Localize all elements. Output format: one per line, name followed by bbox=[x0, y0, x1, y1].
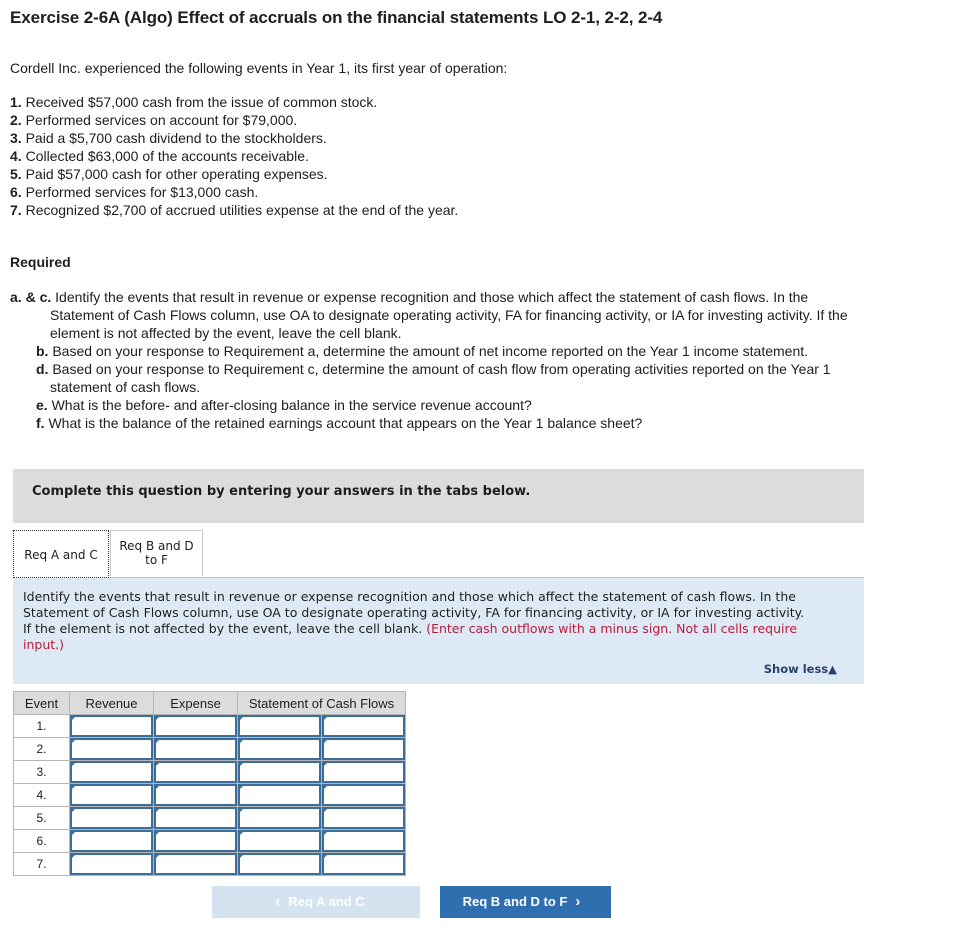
cash-flow-amount-input[interactable] bbox=[238, 738, 321, 760]
column-header-expense: Expense bbox=[154, 692, 238, 715]
event-number: 5. bbox=[14, 807, 70, 830]
instruction-panel bbox=[13, 577, 864, 684]
cash-flow-amount-input[interactable] bbox=[238, 784, 321, 806]
chevron-right-icon: › bbox=[575, 893, 581, 910]
instruction-banner bbox=[13, 469, 864, 523]
requirement-b: b. Based on your response to Requirement a, determine the amount of net income reported on the Year 1 income statement. bbox=[36, 343, 809, 359]
list-item: 3. Paid a $5,700 cash dividend to the stockholders. bbox=[10, 130, 327, 146]
column-header-event: Event bbox=[14, 692, 70, 715]
expense-input[interactable] bbox=[154, 807, 237, 829]
event-number: 7. bbox=[14, 853, 70, 876]
tab-req-b-and-d-to-f[interactable] bbox=[110, 530, 203, 576]
tab-label: Req A and C bbox=[24, 548, 98, 562]
list-item: 4. Collected $63,000 of the accounts receivable. bbox=[10, 148, 309, 164]
list-item: 6. Performed services for $13,000 cash. bbox=[10, 184, 259, 200]
panel-note: (Enter cash outflows with a minus sign. Not all cells require bbox=[426, 621, 798, 636]
list-item: 7. Recognized $2,700 of accrued utilities expense at the end of the year. bbox=[10, 202, 459, 218]
revenue-input[interactable] bbox=[70, 784, 153, 806]
table-row bbox=[14, 738, 406, 761]
revenue-input[interactable] bbox=[70, 830, 153, 852]
event-number: 6. bbox=[14, 830, 70, 853]
show-less-toggle[interactable]: Show less▲ bbox=[763, 662, 837, 676]
cash-flow-activity-input[interactable] bbox=[322, 784, 405, 806]
tab-req-a-and-c[interactable] bbox=[13, 530, 109, 578]
cash-flow-activity-input[interactable] bbox=[322, 761, 405, 783]
banner-text: Complete this question by entering your answers in the tabs below. bbox=[32, 484, 531, 499]
cash-flow-amount-input[interactable] bbox=[238, 807, 321, 829]
panel-note-end: input.) bbox=[23, 637, 65, 652]
expense-input[interactable] bbox=[154, 738, 237, 760]
requirement-ac-line3: element is not affected by the event, leave the cell blank. bbox=[50, 325, 402, 341]
expense-input[interactable] bbox=[154, 715, 237, 737]
cash-flow-activity-input[interactable] bbox=[322, 738, 405, 760]
next-tab-button[interactable] bbox=[440, 886, 611, 918]
prev-tab-button[interactable] bbox=[212, 886, 420, 918]
event-number: 3. bbox=[14, 761, 70, 784]
requirement-ac-line2: Statement of Cash Flows column, use OA to designate operating activity, FA for financing activity, or IA for investing activity. If the bbox=[50, 307, 848, 323]
answer-table bbox=[13, 691, 406, 876]
cash-flow-activity-input[interactable] bbox=[322, 715, 405, 737]
cash-flow-activity-input[interactable] bbox=[322, 830, 405, 852]
revenue-input[interactable] bbox=[70, 738, 153, 760]
table-row bbox=[14, 830, 406, 853]
prev-tab-label: Req A and C bbox=[288, 894, 365, 909]
requirement-d-line2: statement of cash flows. bbox=[50, 379, 201, 395]
requirement-d: d. Based on your response to Requirement c, determine the amount of cash flow from operating activities reported on the Year 1 bbox=[36, 361, 831, 377]
table-row bbox=[14, 807, 406, 830]
cash-flow-amount-input[interactable] bbox=[238, 830, 321, 852]
tab-label-line2: to F bbox=[145, 553, 168, 567]
next-tab-label: Req B and D to F bbox=[462, 894, 568, 909]
cash-flow-activity-input[interactable] bbox=[322, 853, 405, 875]
requirement-e: e. What is the before- and after-closing balance in the service revenue account? bbox=[36, 397, 532, 413]
list-item: 1. Received $57,000 cash from the issue of common stock. bbox=[10, 94, 378, 110]
tab-label-line1: Req B and D bbox=[119, 539, 194, 553]
event-number: 2. bbox=[14, 738, 70, 761]
expense-input[interactable] bbox=[154, 784, 237, 806]
list-item: 2. Performed services on account for $79,000. bbox=[10, 112, 298, 128]
event-number: 4. bbox=[14, 784, 70, 807]
panel-text: Identify the events that result in revenue or expense recognition and those which affect the statement of cash flows. In the Statement of Cash Flows column, use OA to designate operating activity, FA for financing activity, or IA for investing activity. If the element is not affected by the event, leave the cell blank. (Enter cash outflows with a minus sign. Not all cells require input.) bbox=[23, 589, 805, 652]
revenue-input[interactable] bbox=[70, 761, 153, 783]
cash-flow-activity-input[interactable] bbox=[322, 807, 405, 829]
table-row bbox=[14, 853, 406, 876]
revenue-input[interactable] bbox=[70, 715, 153, 737]
required-heading: Required bbox=[10, 254, 71, 270]
revenue-input[interactable] bbox=[70, 853, 153, 875]
page-title: Exercise 2-6A (Algo) Effect of accruals on the financial statements LO 2-1, 2-2, 2-4 bbox=[10, 8, 663, 27]
table-row bbox=[14, 761, 406, 784]
revenue-input[interactable] bbox=[70, 807, 153, 829]
expense-input[interactable] bbox=[154, 853, 237, 875]
requirement-f: f. What is the balance of the retained earnings account that appears on the Year 1 balance sheet? bbox=[36, 415, 643, 431]
intro-text: Cordell Inc. experienced the following events in Year 1, its first year of operation: bbox=[10, 60, 508, 76]
chevron-left-icon: ‹ bbox=[275, 893, 281, 910]
cash-flow-amount-input[interactable] bbox=[238, 761, 321, 783]
event-number: 1. bbox=[14, 715, 70, 738]
requirement-ac: a. & c. Identify the events that result in revenue or expense recognition and those which affect the statement of cash flows. In the bbox=[10, 289, 809, 305]
column-header-revenue: Revenue bbox=[70, 692, 154, 715]
table-row bbox=[14, 784, 406, 807]
column-header-cash-flows: Statement of Cash Flows bbox=[238, 692, 406, 715]
list-item: 5. Paid $57,000 cash for other operating expenses. bbox=[10, 166, 328, 182]
cash-flow-amount-input[interactable] bbox=[238, 853, 321, 875]
expense-input[interactable] bbox=[154, 830, 237, 852]
event-list bbox=[10, 93, 458, 219]
expense-input[interactable] bbox=[154, 761, 237, 783]
table-row bbox=[14, 715, 406, 738]
cash-flow-amount-input[interactable] bbox=[238, 715, 321, 737]
